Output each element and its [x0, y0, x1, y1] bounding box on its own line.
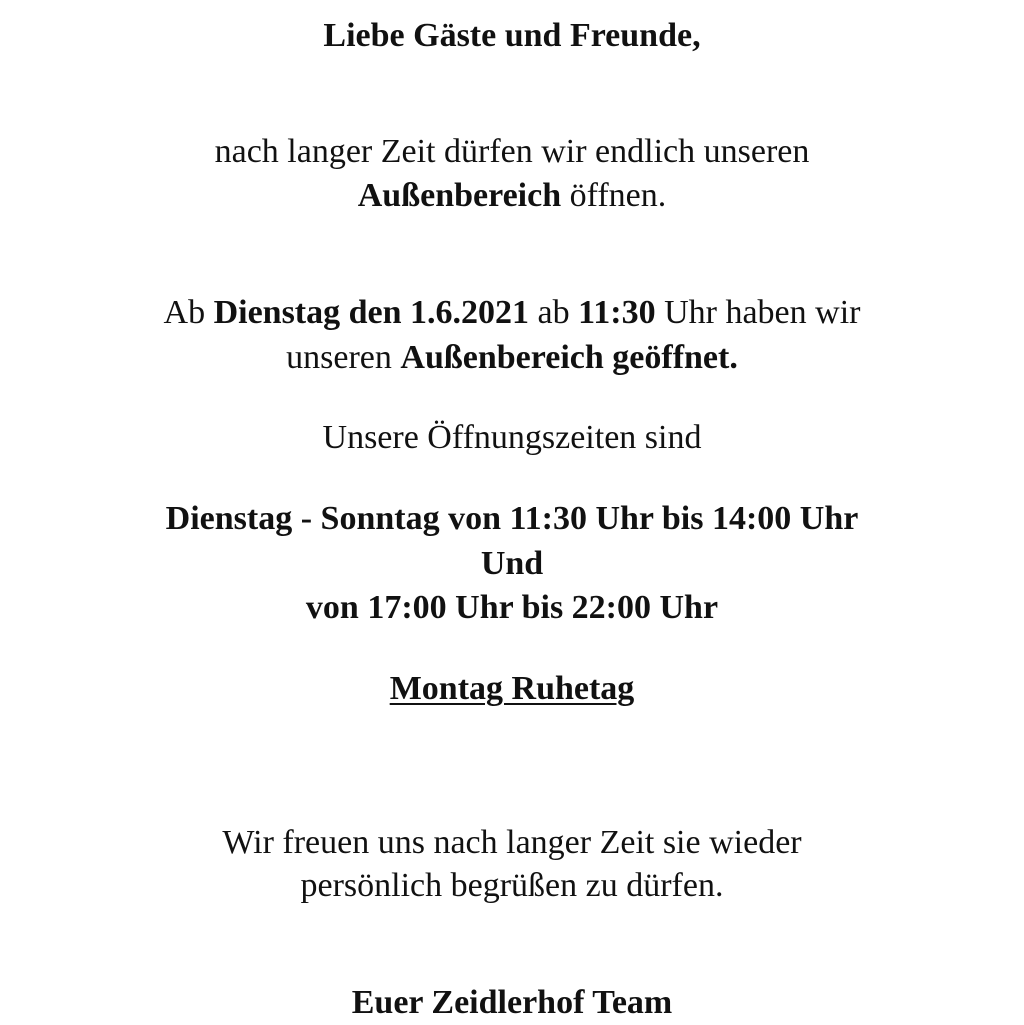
- closing-line-1: Wir freuen uns nach langer Zeit sie wieder: [222, 824, 802, 861]
- hours-line-2: Und: [480, 545, 544, 582]
- opening-ab: Ab: [163, 294, 214, 331]
- closing-line-2: persönlich begrüßen zu dürfen.: [300, 867, 724, 904]
- opening-ab2: ab: [529, 294, 579, 331]
- hours-line-3: von 17:00 Uhr bis 22:00 Uhr: [305, 589, 719, 626]
- intro-line-2: [0, 174, 1024, 218]
- closed-day: [0, 667, 1024, 711]
- hours-line-1: Dienstag - Sonntag von 11:30 Uhr bis 14:00 Uhr: [165, 500, 859, 537]
- opening-line-2: [0, 336, 1024, 380]
- opening-uhr-haben: Uhr haben wir: [655, 294, 861, 331]
- closed-day-text: Montag Ruhetag: [389, 670, 635, 707]
- opening-date: Dienstag den 1.6.2021: [213, 294, 530, 331]
- intro-area-emphasis: Außenbereich: [357, 177, 562, 214]
- greeting-heading: Liebe Gäste und Freunde,: [323, 17, 701, 54]
- intro-line-1: nach langer Zeit dürfen wir endlich unseren: [214, 133, 810, 170]
- signature: Euer Zeidlerhof Team: [351, 984, 673, 1021]
- opening-unseren: unseren: [286, 339, 401, 376]
- opening-time: 11:30: [578, 294, 656, 331]
- opening-line-1: [0, 291, 1024, 335]
- hours-intro: Unsere Öffnungszeiten sind: [322, 419, 702, 456]
- intro-open-text: öffnen.: [561, 177, 667, 214]
- opening-area-open: Außenbereich geöffnet.: [400, 339, 738, 376]
